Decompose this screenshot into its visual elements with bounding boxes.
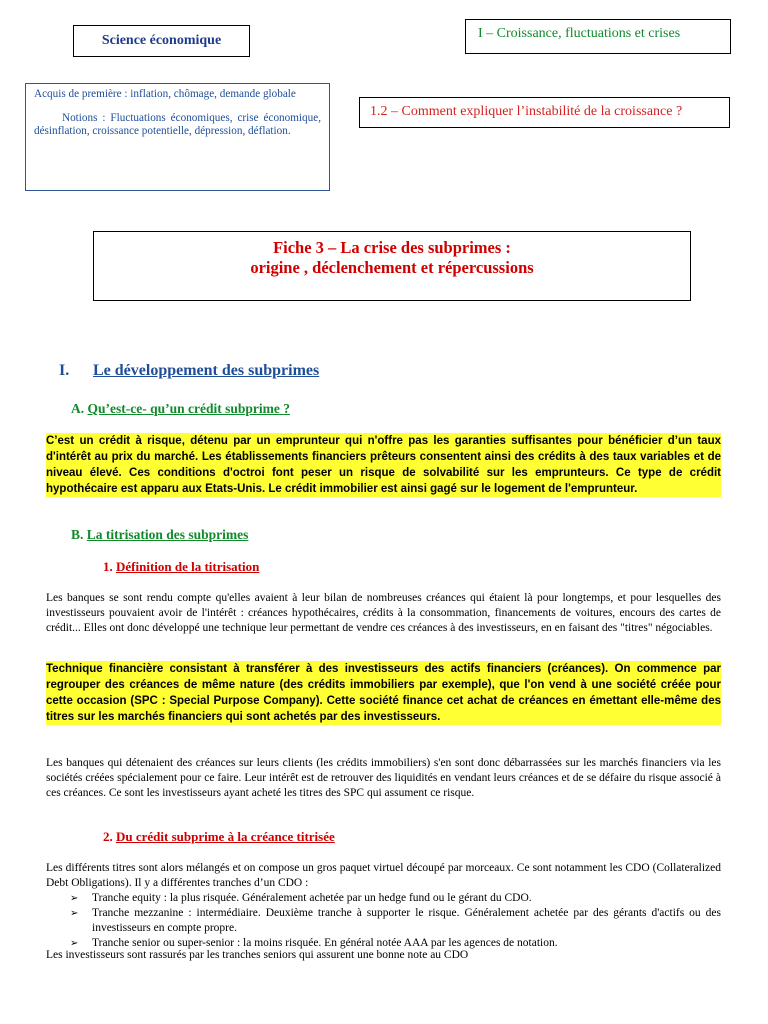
question-label: 1.2 – Comment expliquer l’instabilité de la croissance ? (370, 104, 683, 119)
arrow-bullet-icon: ➢ (70, 938, 79, 949)
titrisation-paragraph-1: Les banques se sont rendu compte qu'elles avaient à leur bilan de nombreuses créances qui étaient là pour longtemps, et pour lesquelles des investisseurs pouvaient avoir de l'intérêt : créances hypothécaires, crédits à la consommation, financements de voitures, encours des cartes de crédit... Elles ont donc développé une technique leur permettant de vendre ces créances à des investisseurs, en en faisant des "titres" négociables. (46, 592, 721, 634)
tranche-senior: Tranche senior ou super-senior : la moins risquée. En général notée AAA par les agences de notation. (92, 937, 558, 949)
subsection-b1-title: Définition de la titrisation (116, 559, 260, 574)
prerequisites-text: Acquis de première : inflation, chômage, demande globale (34, 88, 296, 100)
arrow-bullet-icon: ➢ (70, 908, 79, 919)
subsection-a-title: Qu’est-ce- qu’un crédit subprime ? (87, 401, 290, 416)
subject-label: Science économique (101, 33, 222, 48)
fiche-title-box (93, 231, 691, 301)
fiche-title-line2: origine , déclenchement et répercussions (250, 258, 534, 277)
subject-box (73, 25, 250, 57)
subsection-b1-heading (103, 559, 259, 575)
list-item (46, 891, 721, 906)
cdo-outro: Les investisseurs sont rassurés par les tranches seniors qui assurent une bonne note au CDO (46, 949, 469, 961)
question-box (359, 97, 730, 128)
prerequisites-box (25, 83, 330, 191)
subsection-b2-label: 2. (103, 829, 113, 844)
subsection-b-heading (71, 527, 248, 543)
subsection-a-label: A. (71, 401, 85, 416)
fiche-title-line1: Fiche 3 – La crise des subprimes : (273, 238, 511, 257)
subsection-b2-title: Du crédit subprime à la créance titrisée (116, 829, 335, 844)
subsection-b2-heading (103, 829, 335, 845)
chapter-label: I – Croissance, fluctuations et crises (478, 26, 681, 41)
tranche-mezzanine: Tranche mezzanine : intermédiaire. Deuxième tranche à supporter le risque. Généralement achetée par des gérants d'actifs ou des investisseurs en compte propre. (92, 907, 721, 934)
section-1-title: Le développement des subprimes (93, 362, 320, 379)
chapter-box (465, 19, 731, 54)
arrow-bullet-icon: ➢ (70, 893, 79, 904)
list-item (46, 906, 721, 936)
section-1-number: I. (59, 362, 70, 379)
titrisation-paragraph-2: Les banques qui détenaient des créances sur leurs clients (les crédits immobiliers) s'en sont donc débarrassées sur les marchés financiers via les sociétés créées spécialement pour ce faire. Leur intérêt est de retrouver des liquidités en vendant leurs créances et de se défaire du risque associé à ces créances. Ce sont les investisseurs ayant acheté les titres des SPC qui assument ce risque. (46, 757, 721, 799)
subsection-b-title: La titrisation des subprimes (86, 527, 249, 542)
tranche-equity: Tranche equity : la plus risquée. Généralement achetée par un hedge fund ou le gérant du CDO. (92, 892, 532, 904)
notions-text: Notions : Fluctuations économiques, crise économique, désinflation, croissance potentielle, dépression, déflation. (34, 112, 321, 137)
cdo-tranche-list (46, 891, 721, 951)
titrisation-definition: Technique financière consistant à transférer à des investisseurs des actifs financiers (créances). On commence par regrouper des créances de même nature (des crédits immobiliers par exemple), que l'on vend à une société créée pour cette occasion (SPC : Special Purpose Company). Cette société finance cet achat de créances en émettant elle-même des titres sur les marchés financiers qui sont achetés par des investisseurs. (46, 663, 721, 723)
subsection-a-heading (71, 401, 290, 417)
subsection-b1-label: 1. (103, 559, 113, 574)
section-1-heading (59, 362, 459, 382)
cdo-intro: Les différents titres sont alors mélangés et on compose un gros paquet virtuel découpé par morceaux. Ce sont notamment les CDO (Collateralized Debt Obligations). Il y a différentes tranches d’un CDO : (46, 862, 721, 889)
subprime-definition: C’est un crédit à risque, détenu par un emprunteur qui n'offre pas les garanties suffisantes pour bénéficier d’un taux d'intérêt au prix du marché. Les établissements financiers prêteurs consentent ainsi des crédits à des taux variables et de niveau élevé. Ces conditions d'octroi font peser un risque de solvabilité sur les emprunteurs. Ce type de crédit hypothécaire est apparu aux Etats-Unis. Le crédit immobilier est ainsi gagé sur le logement de l'emprunteur. (46, 435, 721, 495)
subsection-b-label: B. (71, 527, 84, 542)
